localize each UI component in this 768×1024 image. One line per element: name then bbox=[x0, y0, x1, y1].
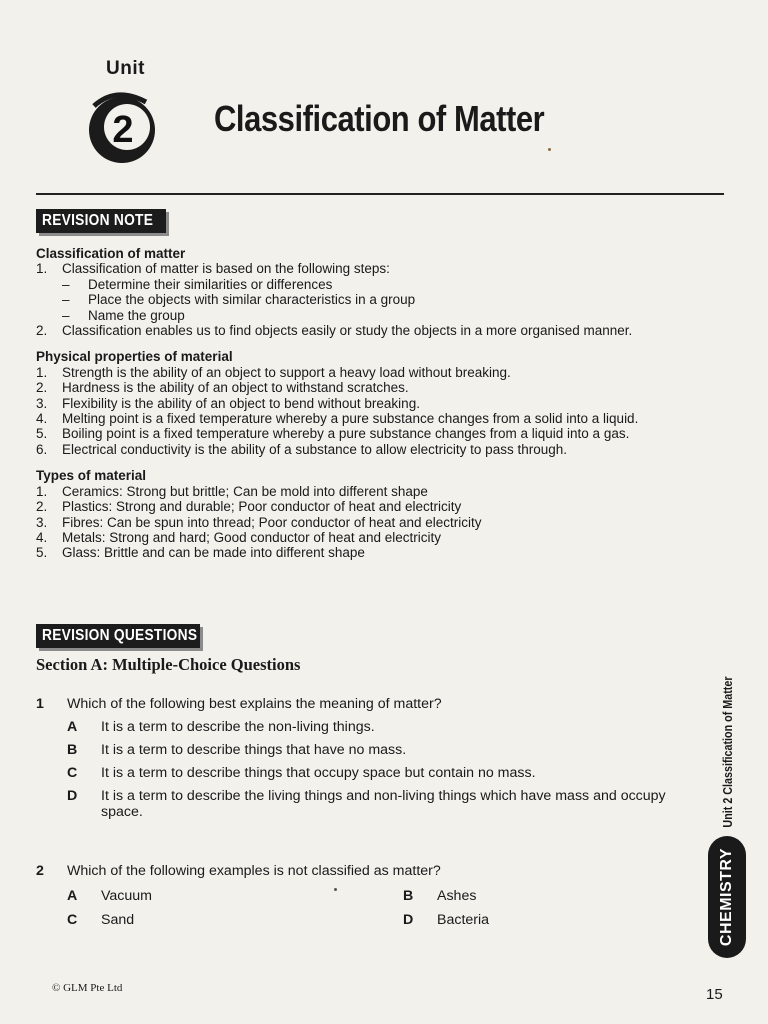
list-item bbox=[36, 545, 676, 560]
option-text: It is a term to describe the non-living things. bbox=[101, 719, 375, 735]
header-divider bbox=[36, 193, 724, 195]
option-text: Ashes bbox=[437, 888, 477, 904]
option-c bbox=[36, 765, 696, 781]
physical-properties-section bbox=[36, 349, 676, 457]
option-text: It is a term to describe the living things and non-living things which have mass and occupy space. bbox=[101, 788, 666, 820]
list-text: Classification enables us to find objects easily or study the objects in a more organised manner. bbox=[62, 323, 633, 339]
option-b bbox=[36, 742, 696, 758]
list-text: Plastics: Strong and durable; Poor conductor of heat and electricity bbox=[62, 499, 462, 515]
list-item bbox=[36, 426, 676, 441]
subject-tab-label: CHEMISTRY bbox=[718, 847, 735, 947]
unit-label: Unit bbox=[106, 58, 145, 79]
list-item bbox=[36, 515, 676, 530]
option-letter: D bbox=[403, 912, 414, 928]
section-heading: Classification of matter bbox=[36, 246, 186, 261]
list-item bbox=[36, 499, 676, 514]
list-text: Classification of matter is based on the following steps: bbox=[62, 261, 390, 277]
list-number: 5. bbox=[36, 426, 48, 442]
list-number: 3. bbox=[36, 395, 48, 411]
option-letter: C bbox=[67, 912, 78, 928]
side-unit-caption bbox=[721, 664, 735, 840]
list-number: 2. bbox=[36, 499, 48, 515]
question-text: Which of the following examples is not classified as matter? bbox=[67, 863, 441, 879]
list-number: 4. bbox=[36, 529, 48, 545]
list-item bbox=[36, 380, 676, 395]
page-title: Classification of Matter bbox=[214, 98, 545, 139]
list-number: 3. bbox=[36, 514, 48, 530]
unit-number: 2 bbox=[112, 108, 134, 151]
list-item bbox=[36, 442, 676, 457]
option-c bbox=[67, 912, 403, 928]
revision-questions-banner bbox=[36, 624, 200, 648]
option-text: Bacteria bbox=[437, 912, 490, 928]
question-2 bbox=[36, 863, 696, 928]
revision-questions-banner-label: REVISION QUESTIONS bbox=[42, 627, 198, 644]
list-number: 2. bbox=[36, 380, 48, 396]
list-item bbox=[36, 323, 676, 338]
list-text: Flexibility is the ability of an object to bend without breaking. bbox=[62, 395, 420, 411]
list-number: 1. bbox=[36, 364, 48, 380]
list-text: Ceramics: Strong but brittle; Can be mold into different shape bbox=[62, 483, 428, 499]
list-item bbox=[36, 365, 676, 380]
option-a bbox=[36, 719, 696, 735]
option-text: Vacuum bbox=[101, 888, 152, 904]
types-of-material-section bbox=[36, 468, 676, 560]
list-item bbox=[36, 530, 676, 545]
list-text: Electrical conductivity is the ability of a substance to allow electricity to pass through. bbox=[62, 441, 567, 457]
option-a bbox=[67, 888, 403, 904]
question-number: 1 bbox=[36, 696, 44, 712]
unit-badge bbox=[84, 92, 162, 168]
list-text: Strength is the ability of an object to support a heavy load without breaking. bbox=[62, 364, 511, 380]
list-number: 2. bbox=[36, 323, 48, 339]
option-letter: A bbox=[67, 719, 78, 735]
sub-list-item: – Determine their similarities or differences bbox=[62, 276, 333, 292]
list-text: Hardness is the ability of an object to withstand scratches. bbox=[62, 380, 409, 396]
sub-list-item: – Place the objects with similar characteristics in a group bbox=[62, 292, 416, 308]
list-item bbox=[36, 261, 676, 276]
option-text: Sand bbox=[101, 912, 135, 928]
list-item bbox=[36, 484, 676, 499]
option-text: It is a term to describe things that have no mass. bbox=[101, 742, 407, 758]
stray-mark bbox=[548, 148, 551, 151]
list-item bbox=[36, 411, 676, 426]
sub-list-text: Determine their similarities or differences bbox=[88, 276, 333, 292]
stray-mark bbox=[334, 888, 337, 891]
list-number: 1. bbox=[36, 483, 48, 499]
classification-section bbox=[36, 246, 676, 338]
side-unit-caption-text: Unit 2 Classification of Matter bbox=[721, 676, 735, 828]
sub-list-item: – Name the group bbox=[62, 307, 185, 323]
question-number: 2 bbox=[36, 863, 44, 879]
option-text: It is a term to describe things that occupy space but contain no mass. bbox=[101, 765, 536, 781]
list-number: 4. bbox=[36, 411, 48, 427]
sub-list-text: Place the objects with similar characteristics in a group bbox=[88, 292, 416, 308]
publisher-credit: © GLM Pte Ltd bbox=[52, 982, 123, 994]
section-heading: Types of material bbox=[36, 468, 147, 484]
question-text: Which of the following best explains the meaning of matter? bbox=[67, 696, 442, 712]
question-1 bbox=[36, 696, 696, 820]
section-a-title: Section A: Multiple-Choice Questions bbox=[36, 655, 301, 674]
list-item bbox=[36, 396, 676, 411]
option-b bbox=[403, 888, 703, 904]
list-number: 1. bbox=[36, 261, 48, 277]
option-letter: A bbox=[67, 888, 78, 904]
list-text: Glass: Brittle and can be made into different shape bbox=[62, 545, 365, 561]
revision-notes bbox=[36, 246, 676, 572]
revision-note-banner bbox=[36, 209, 166, 233]
list-text: Melting point is a fixed temperature whereby a pure substance changes from a solid into a liquid. bbox=[62, 411, 639, 427]
option-letter: B bbox=[403, 888, 414, 904]
list-text: Fibres: Can be spun into thread; Poor conductor of heat and electricity bbox=[62, 514, 482, 530]
section-heading: Physical properties of material bbox=[36, 349, 233, 365]
option-letter: D bbox=[67, 788, 78, 804]
option-letter: C bbox=[67, 765, 78, 781]
revision-note-banner-label: REVISION NOTE bbox=[42, 212, 154, 229]
list-number: 5. bbox=[36, 545, 48, 561]
page-number: 15 bbox=[706, 986, 723, 1003]
list-text: Metals: Strong and hard; Good conductor of heat and electricity bbox=[62, 529, 441, 545]
option-d bbox=[36, 788, 696, 820]
list-number: 6. bbox=[36, 441, 48, 457]
sub-list-text: Name the group bbox=[88, 307, 185, 323]
option-d bbox=[403, 912, 703, 928]
list-text: Boiling point is a fixed temperature whereby a pure substance changes from a liquid into a gas. bbox=[62, 426, 630, 442]
option-letter: B bbox=[67, 742, 78, 758]
